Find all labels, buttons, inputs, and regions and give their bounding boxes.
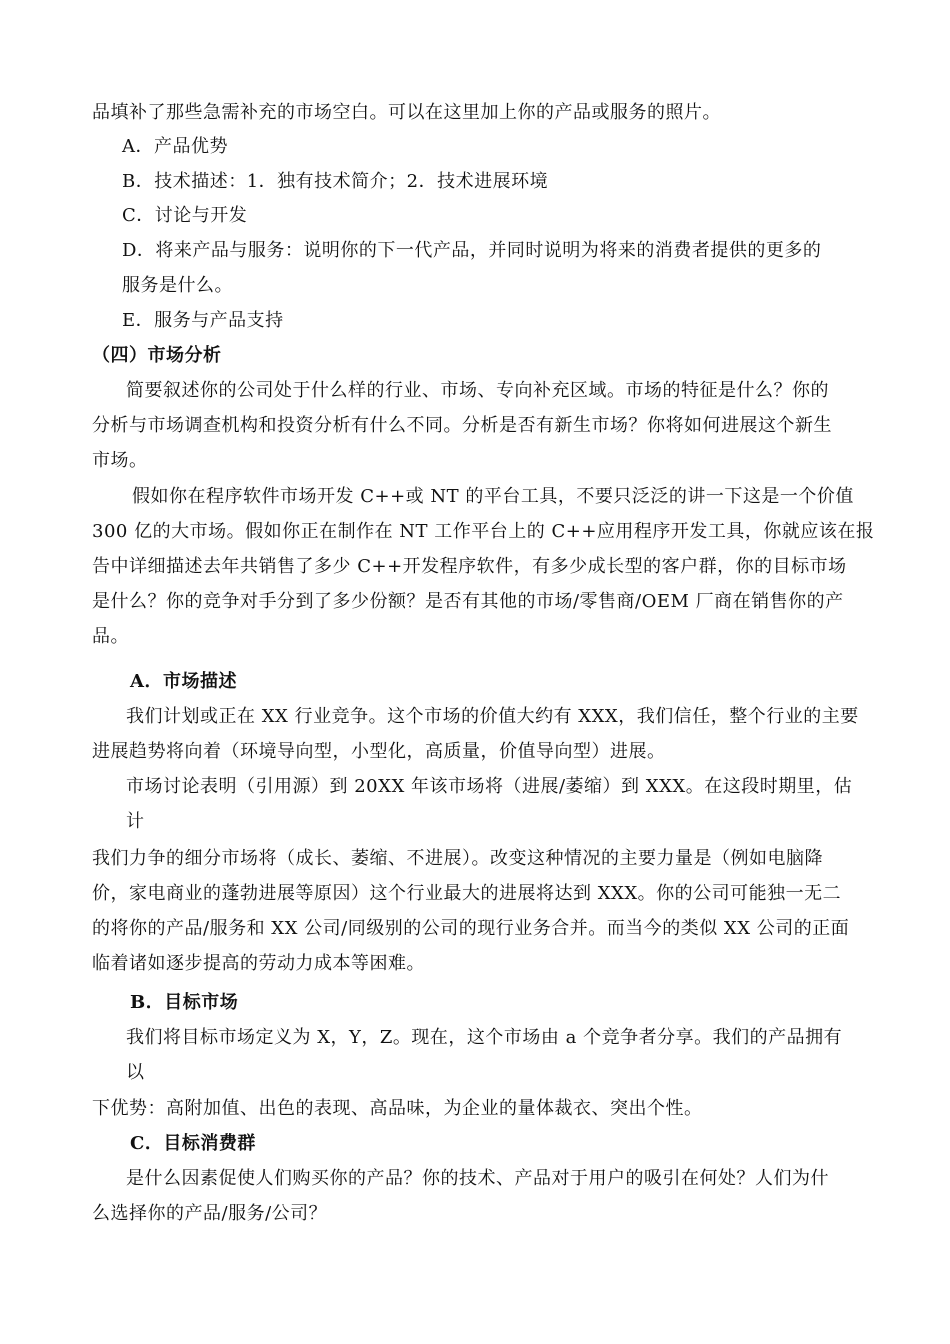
- list-item: E．服务与产品支持: [122, 310, 284, 331]
- text-line: 以: [126, 1062, 145, 1083]
- subsection-heading: A．市场描述: [130, 671, 237, 692]
- text-line: 是什么？你的竞争对手分到了多少份额？是否有其他的市场/零售商/OEM 厂商在销售你的产: [92, 591, 844, 612]
- text-line: 品填补了那些急需补充的市场空白。可以在这里加上你的产品或服务的照片。: [92, 102, 721, 123]
- list-item: D．将来产品与服务：说明你的下一代产品，并同时说明为将来的消费者提供的更多的: [122, 240, 822, 261]
- text-line: 市场讨论表明（引用源）到 20XX 年该市场将（进展/萎缩）到 XXX。在这段时期里，估: [126, 776, 853, 797]
- list-item: A．产品优势: [122, 136, 228, 157]
- text-line: 进展趋势将向着（环境导向型，小型化，高质量，价值导向型）进展。: [92, 741, 666, 762]
- text-line: 临着诸如逐步提高的劳动力成本等困难。: [92, 953, 425, 974]
- text-line: 价，家电商业的蓬勃进展等原因）这个行业最大的进展将达到 XXX。你的公司可能独一无二: [92, 883, 842, 904]
- text-line: 我们将目标市场定义为 X，Y，Z。现在，这个市场由 a 个竞争者分享。我们的产品拥有: [126, 1027, 843, 1048]
- text-line: 我们力争的细分市场将（成长、萎缩、不进展）。改变这种情况的主要力量是（例如电脑降: [92, 848, 823, 869]
- text-line: 告中详细描述去年共销售了多少 C++开发程序软件，有多少成长型的客户群，你的目标市场: [92, 556, 847, 577]
- text-line: 计: [126, 811, 145, 832]
- text-line: 假如你在程序软件市场开发 C++或 NT 的平台工具，不要只泛泛的讲一下这是一个价值: [132, 486, 854, 507]
- text-line: 我们计划或正在 XX 行业竞争。这个市场的价值大约有 XXX，我们信任，整个行业的主要: [126, 706, 859, 727]
- list-item: C．讨论与开发: [122, 205, 248, 226]
- subsection-heading: C．目标消费群: [130, 1133, 256, 1154]
- text-line: 分析与市场调查机构和投资分析有什么不同。分析是否有新生市场？你将如何进展这个新生: [92, 415, 832, 436]
- text-line: 简要叙述你的公司处于什么样的行业、市场、专向补充区域。市场的特征是什么？你的: [126, 380, 829, 401]
- text-line: 是什么因素促使人们购买你的产品？你的技术、产品对于用户的吸引在何处？人们为什: [126, 1168, 829, 1189]
- text-line: 么选择你的产品/服务/公司？: [92, 1203, 328, 1224]
- text-line: 市场。: [92, 450, 148, 471]
- subsection-heading: B．目标市场: [130, 992, 239, 1013]
- text-line: 的将你的产品/服务和 XX 公司/同级别的公司的现行业务合并。而当今的类似 XX 公司的正面: [92, 918, 850, 939]
- text-line: 下优势：高附加值、出色的表现、高品味，为企业的量体裁衣、突出个性。: [92, 1098, 703, 1119]
- list-item: B．技术描述：1．独有技术简介；2．技术进展环境: [122, 171, 549, 192]
- text-line: 服务是什么。: [122, 275, 233, 296]
- section-heading: （四）市场分析: [92, 345, 222, 366]
- text-line: 300 亿的大市场。假如你正在制作在 NT 工作平台上的 C++应用程序开发工具，你就应该在报: [92, 521, 875, 542]
- text-line: 品。: [92, 626, 129, 647]
